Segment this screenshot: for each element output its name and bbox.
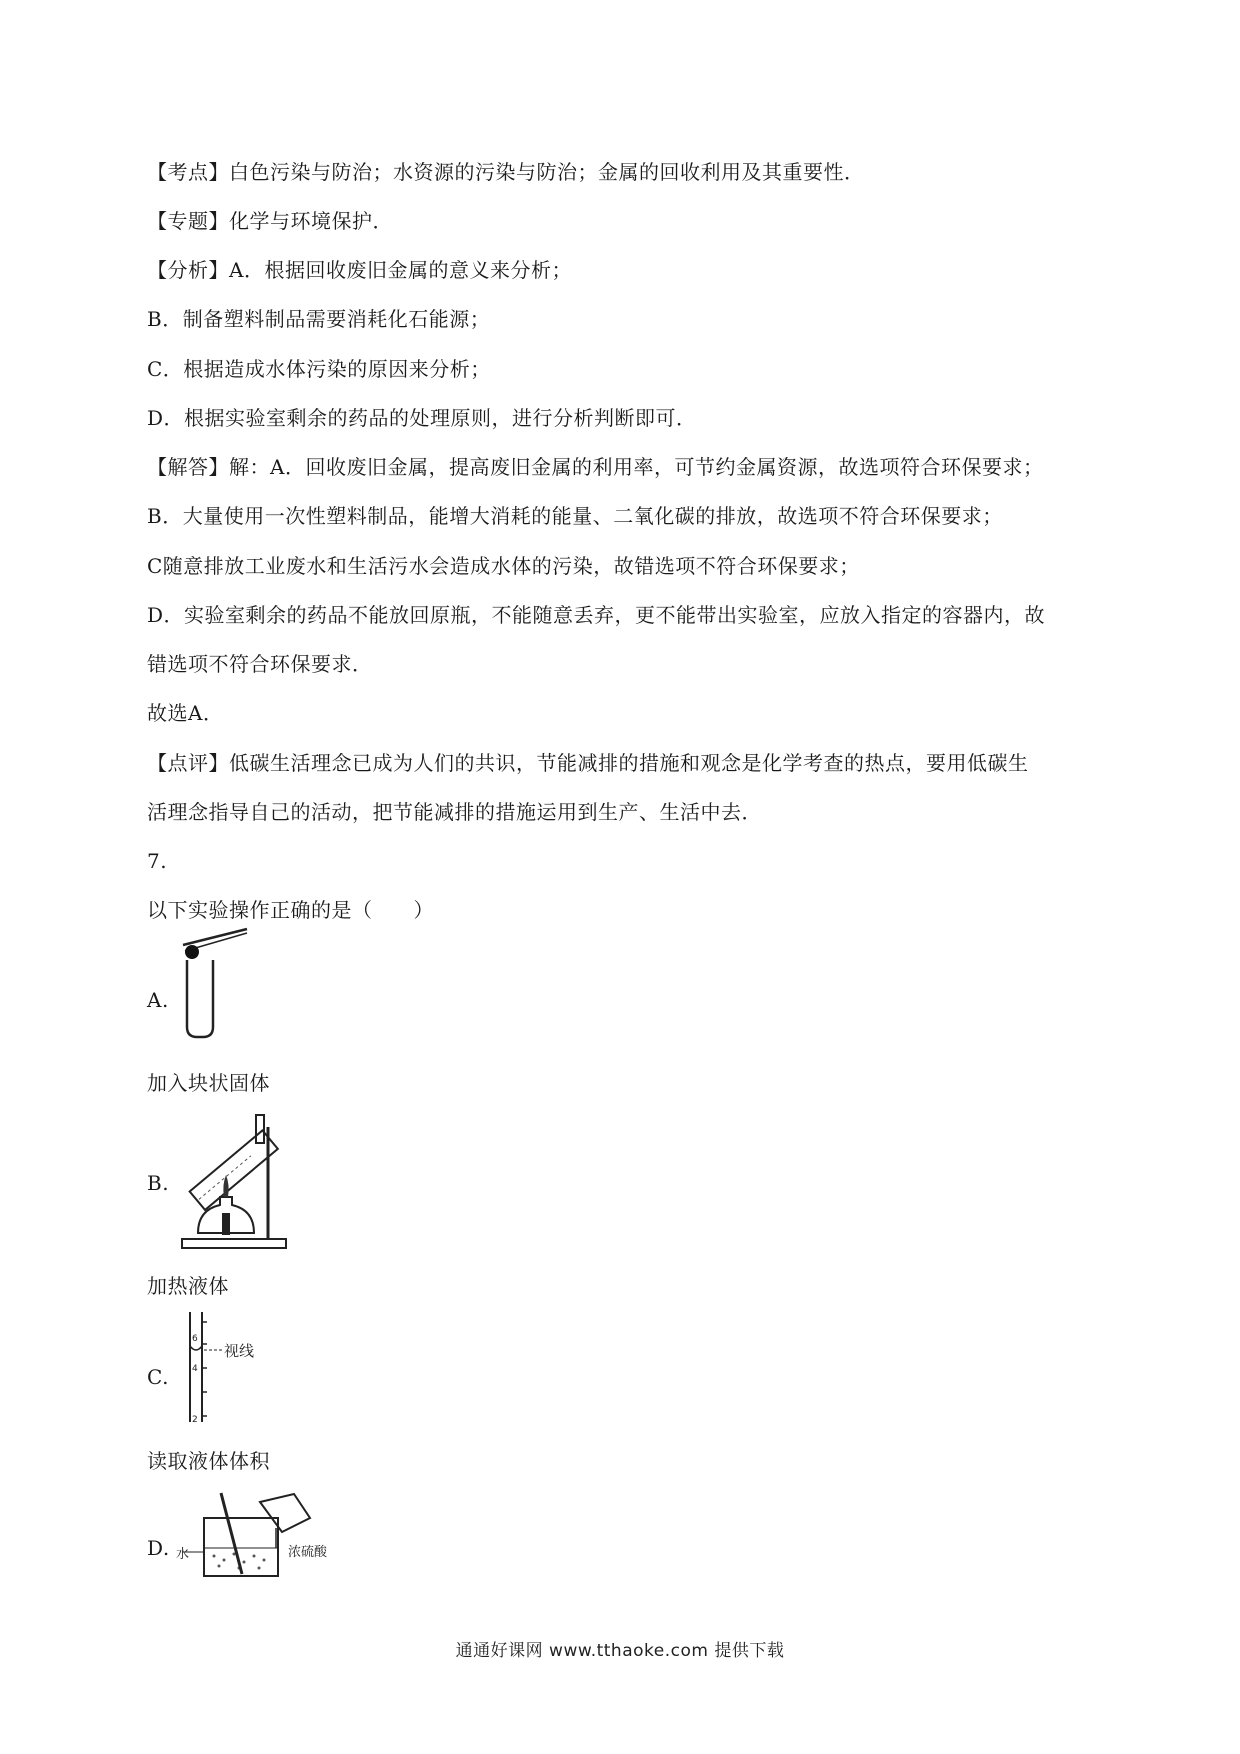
jieda-b-text: B．大量使用一次性塑料制品，能增大消耗的能量、二氧化碳的排放，故选项不符合环保要求； bbox=[147, 504, 1003, 528]
option-b-caption: 加热液体 bbox=[147, 1274, 229, 1298]
jieda-d1-text: D．实验室剩余的药品不能放回原瓶，不能随意丢弃，更不能带出实验室，应放入指定的容器内，故 bbox=[147, 603, 1046, 627]
option-c-letter: C. bbox=[147, 1365, 169, 1389]
fenxi-d-text: D．根据实验室剩余的药品的处理原则，进行分析判断即可． bbox=[147, 406, 697, 430]
fenxi-b-text: B．制备塑料制品需要消耗化石能源； bbox=[147, 307, 491, 331]
mark-4: 4 bbox=[192, 1364, 198, 1374]
option-b-figure bbox=[178, 1105, 293, 1255]
jieda-d2-text: 错选项不符合环保要求． bbox=[147, 652, 373, 676]
option-d-figure bbox=[176, 1488, 346, 1583]
option-d-letter: D. bbox=[147, 1536, 170, 1560]
jieda-c-text: C随意排放工业废水和生活污水会造成水体的污染，故错选项不符合环保要求； bbox=[147, 554, 860, 578]
solid-block bbox=[185, 945, 199, 959]
acid-label: 浓硫酸 bbox=[288, 1545, 328, 1560]
footer-text: 通通好课网 www.tthaoke.com 提供下载 bbox=[455, 1641, 785, 1661]
water-label: 水 bbox=[176, 1547, 190, 1562]
kaodian-text: 【考点】白色污染与防治；水资源的污染与防治；金属的回收利用及其重要性． bbox=[147, 160, 865, 184]
question-number: 7. bbox=[147, 849, 168, 873]
jieda-text: 【解答】解：A．回收废旧金属，提高废旧金属的利用率，可节约金属资源，故选项符合环保要求； bbox=[147, 455, 1044, 479]
option-a-figure bbox=[175, 925, 255, 1040]
question-stem: 以下实验操作正确的是（ ） bbox=[147, 898, 434, 922]
option-c-figure bbox=[180, 1310, 270, 1425]
answer-text: 故选A． bbox=[147, 701, 224, 725]
fenxi-text: 【分析】A．根据回收废旧金属的意义来分析； bbox=[147, 258, 572, 282]
option-a-letter: A. bbox=[147, 988, 169, 1012]
option-b-letter: B. bbox=[147, 1171, 170, 1195]
option-c-caption: 读取液体体积 bbox=[147, 1449, 270, 1473]
mark-2: 2 bbox=[192, 1415, 198, 1425]
mark-6: 6 bbox=[192, 1334, 198, 1344]
fenxi-c-text: C．根据造成水体污染的原因来分析； bbox=[147, 357, 491, 381]
sightline-label: 视线 bbox=[224, 1342, 255, 1360]
option-a-caption: 加入块状固体 bbox=[147, 1071, 270, 1095]
dianping2-text: 活理念指导自己的活动，把节能减排的措施运用到生产、生活中去． bbox=[147, 800, 762, 824]
dianping1-text: 【点评】低碳生活理念已成为人们的共识，节能减排的措施和观念是化学考查的热点，要用低碳生 bbox=[147, 751, 1029, 775]
zhuanti-text: 【专题】化学与环境保护． bbox=[147, 209, 393, 233]
